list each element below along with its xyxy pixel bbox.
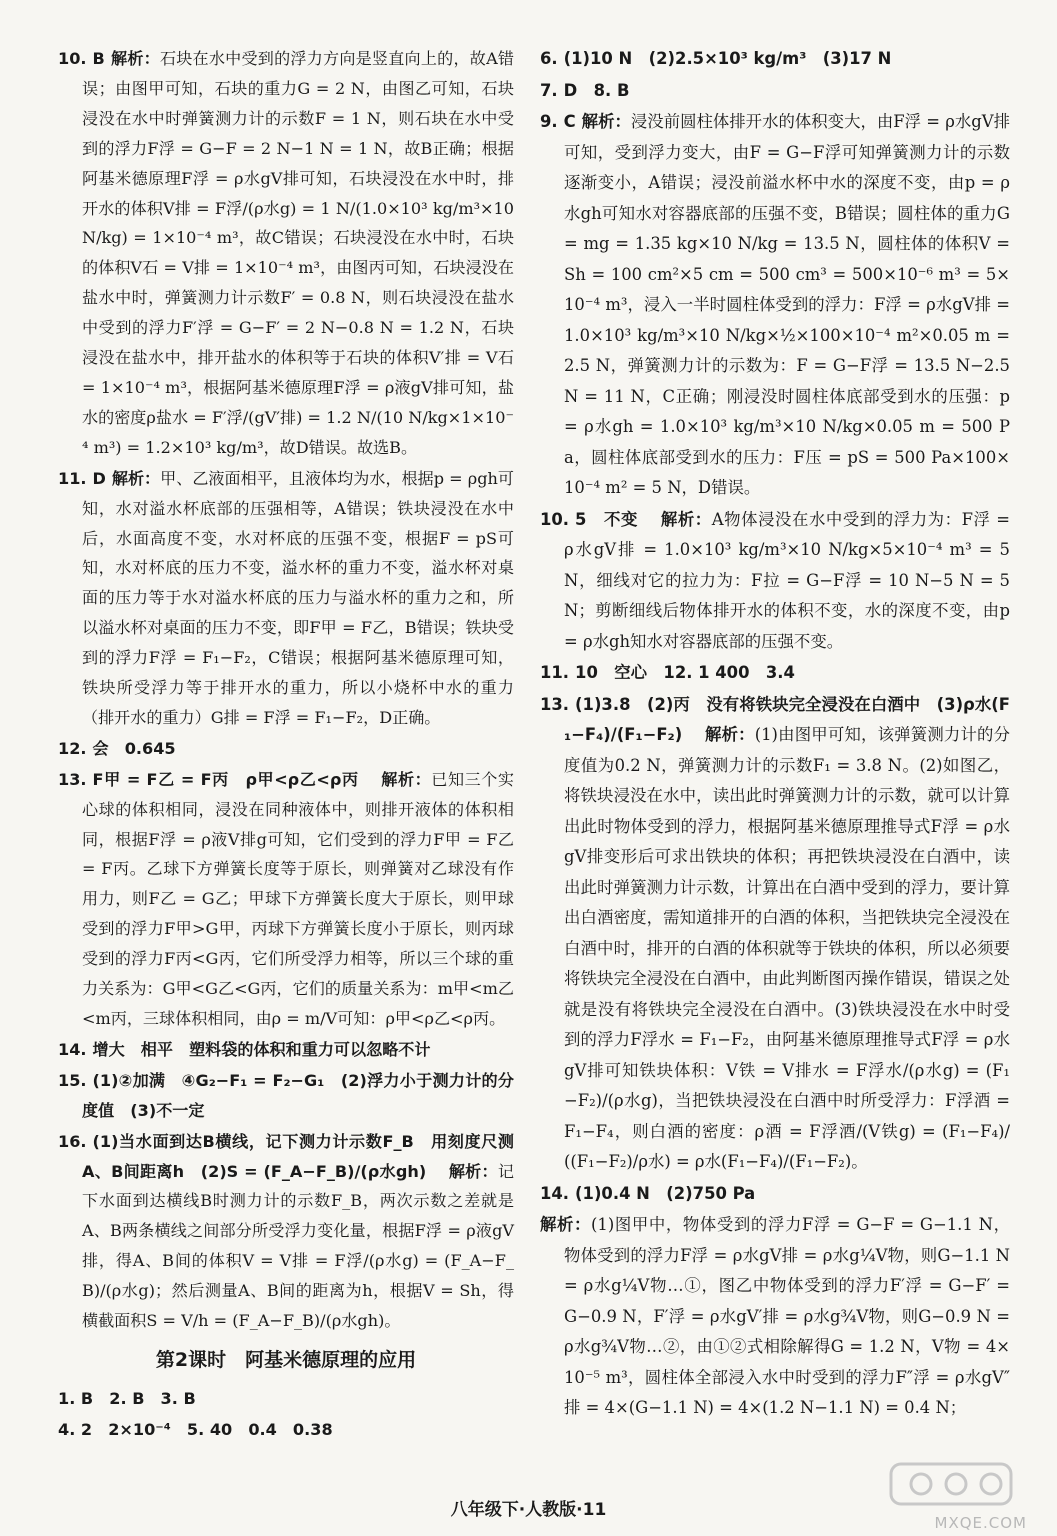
answer-entry [58, 734, 514, 764]
answer-entry [58, 765, 514, 1034]
entry-ans: 5 不变 [575, 509, 638, 529]
answer-entry [540, 76, 1010, 107]
answer-entry [540, 44, 1010, 75]
entry-num: 15. [58, 1070, 87, 1090]
answer-entry [540, 1179, 1010, 1210]
entry-text: 石块在水中受到的浮力方向是竖直向上的，故A错误；由图甲可知，石块的重力G = 2 N，由图乙可知，石块浸没在水中时弹簧测力计的示数F = 1 N，则石块在水中受到的浮力F浮 = G−F = 2 N−1 N = 1 N，故B正确；根据阿基米德原理F浮 = ρ水gV排可知，石块浸没在水中时，排开水的体积V排 = F浮/(ρ水g) = 1 N/(1.0×10³ kg/m³×10 N/kg) = 1×10⁻⁴ m³，故C错误；石块浸没在水中时，石块的体积V石 = V排 = 1×10⁻⁴ m³，由图丙可知，石块浸没在盐水中时，弹簧测力计示数F′ = 0.8 N，则石块浸没在盐水中受到的浮力F′浮 = G−F′ = 2 N−0.8 N = 1.2 N，石块浸没在盐水中，排开盐水的体积等于石块的体积V′排 = V石 = 1×10⁻⁴ m³，根据阿基米德原理F浮 = ρ液gV排可知，盐水的密度ρ盐水 = F′浮/(gV′排) = 1.2 N/(10 N/kg×1×10⁻⁴ m³) = 1.2×10³ kg/m³，故D错误。故选B。 [82, 49, 515, 457]
entry-ans: (1)10 N (2)2.5×10³ kg/m³ (3)17 N [563, 49, 892, 68]
entry-ans: 会 0.645 [92, 738, 176, 758]
entry-num: 10. [540, 509, 570, 529]
entry-kw: 解析： [111, 468, 161, 488]
entry-ans: (1)②加满 ④G₂−F₁ = F₂−G₁ (2)浮力小于测力计的分度值 (3)不一定 [82, 1070, 514, 1120]
entry-kw: 解析： [110, 49, 160, 68]
entry-kw: 解析： [364, 769, 432, 789]
entry-ans: (1)当水面到达B横线，记下测力计示数F_B 用刻度尺测A、B间距离h (2)S = (F_A−F_B)/(ρ水gh) [82, 1131, 514, 1181]
answer-entry [540, 505, 1010, 658]
entry-num: 10. [58, 49, 87, 68]
entry-text: 甲、乙液面相平，且液体均为水，根据p = ρgh可知，水对溢水杯底部的压强相等，A错误；铁块浸没在水中后，水面高度不变，水对杯底的压强不变，根据F = pS可知，水对杯底的压力不变，溢水杯的重力不变，溢水杯对桌面的压力等于水对溢水杯底的压力与溢水杯的重力之和，所以溢水杯对桌面的压力不变，即F甲 = F乙，B错误；铁块受到的浮力F浮 = F₁−F₂，C错误；根据阿基米德原理可知，铁块所受浮力等于排开水的重力，所以小烧杯中水的重力（排开水的重力）G排 = F浮 = F₁−F₂，D正确。 [82, 468, 514, 727]
short-answer-line: 1. B 2. B 3. B [58, 1388, 196, 1408]
answer-entry [540, 658, 1010, 689]
entry-text: 已知三个实心球的体积相同，浸没在同种液体中，则排开液体的体积相同，根据F浮 = ρ液V排g可知，它们受到的浮力F甲 = F乙 = F丙。乙球下方弹簧长度等于原长，则弹簧对乙球没有作用力，则F乙 = G乙；甲球下方弹簧长度大于原长，则甲球受到的浮力F甲>G甲，丙球下方弹簧长度小于原长，则丙球受到的浮力F丙<G丙，它们所受浮力相等，所以三个球的重力关系为：G甲<G乙<G丙，它们的质量关系为：m甲<m乙<m丙，三球体积相同，由ρ = m/V可知：ρ甲<ρ乙<ρ丙。 [82, 769, 515, 1028]
entry-num: 12. [58, 738, 87, 758]
entry-num: 9. [540, 112, 558, 131]
entry-ans: D 8. B [563, 80, 630, 100]
answer-entry [58, 44, 514, 463]
answer-entry [540, 107, 1010, 504]
entry-text: 浸没前圆柱体排开水的体积变大，由F浮 = ρ水gV排可知，受到浮力变大，由F = G−F浮可知弹簧测力计的示数逐渐变小，A错误；浸没前溢水杯中水的深度不变，由p = ρ水gh可知水对容器底部的压强不变，B错误；圆柱体的重力G = mg = 1.35 kg×10 N/kg = 13.5 N，圆柱体的体积V = Sh = 100 cm²×5 cm = 500 cm³ = 500×10⁻⁶ m³ = 5×10⁻⁴ m³，浸入一半时圆柱体受到的浮力：F浮 = ρ水gV排 = 1.0×10³ kg/m³×10 N/kg×½×100×10⁻⁴ m²×0.05 m = 2.5 N，弹簧测力计的示数为：F = G−F浮 = 13.5 N−2.5 N = 11 N，C正确；刚浸没时圆柱体底部受到水的压强：p = ρ水gh = 1.0×10³ kg/m³×10 N/kg×0.05 m = 500 Pa，圆柱体底部受到水的压力：F压 = pS = 500 Pa×100×10⁻⁴ m² = 5 N，D错误。 [564, 112, 1011, 497]
entry-ans: C [563, 112, 576, 131]
entry-text: A物体浸没在水中受到的浮力为：F浮 = ρ水gV排 = 1.0×10³ kg/m³×10 N/kg×5×10⁻⁴ m³ = 5 N，细线对它的拉力为：F拉 = G−F浮 = 10 N−5 N = 5 N；剪断细线后物体排开水的体积不变，水的深度不变，由p = ρ水gh知水对容器底部的压强不变。 [564, 509, 1011, 651]
entry-ans: (1)3.8 (2)丙 没有将铁块完全浸没在白酒中 (3)ρ水(F₁−F₄)/(F₁−F₂) [564, 694, 1010, 744]
entry-ans: 10 空心 12. 1 400 3.4 [575, 663, 795, 682]
right-column [540, 44, 1010, 1425]
entry-num: 13. [58, 769, 87, 789]
left-column [58, 44, 514, 1446]
answer-entry [58, 464, 514, 733]
entry-num: 14. [58, 1039, 87, 1059]
watermark-text: MXQE.COM [934, 1514, 1027, 1532]
entry-num: 6. [540, 49, 558, 68]
section-title: 第2课时 阿基米德原理的应用 [155, 1348, 417, 1371]
entry-kw: 解析： [688, 725, 755, 744]
entry-ans: B [92, 49, 105, 68]
answer-entry [58, 1066, 514, 1126]
short-answer-line: 4. 2 2×10⁻⁴ 5. 40 0.4 0.38 [58, 1419, 333, 1439]
answer-entry [58, 1127, 514, 1336]
entry-kw: 解析： [540, 1215, 592, 1234]
entry-num: 16. [58, 1131, 87, 1151]
entry-num: 11. [58, 468, 87, 488]
entry-ans: (1)0.4 N (2)750 Pa [575, 1183, 756, 1203]
entry-ans: F甲 = F乙 = F丙 ρ甲<ρ乙<ρ丙 [92, 769, 359, 789]
answer-entry [540, 1210, 1010, 1424]
entry-ans: D [92, 468, 106, 488]
entry-text: 记下水面到达横线B时测力计的示数F_B，两次示数之差就是A、B两条横线之间部分所受浮力变化量，根据F浮 = ρ液gV排，得A、B间的体积V = V排 = F浮/(ρ水g) = (F_A−F_B)/(ρ水g)；然后测量A、B间的距离为h，根据V = Sh，得横截面积S = V/h = (F_A−F_B)/(ρ水gh)。 [82, 1161, 514, 1331]
answer-entry [58, 1035, 514, 1065]
entry-num: 14. [540, 1183, 570, 1203]
entry-kw: 解析： [581, 112, 631, 131]
page-footer: 八年级下·人教版·11 [450, 1500, 607, 1520]
entry-num: 7. [540, 80, 558, 100]
entry-text: (1)图甲中，物体受到的浮力F浮 = G−F = G−1.1 N，物体受到的浮力F浮 = ρ水gV排 = ρ水g¼V物，则G−1.1 N = ρ水g¼V物…①，图乙中物体受到的浮力F′浮 = G−F′ = G−0.9 N，F′浮 = ρ水gV′排 = ρ水g¾V物，则G−0.9 N = ρ水g¾V物…②，由①②式相除解得G = 1.2 N，V物 = 4×10⁻⁵ m³，圆柱体全部浸入水中时受到的浮力F″浮 = ρ水gV″排 = 4×(G−1.1 N) = 4×(1.2 N−1.1 N) = 0.4 N； [564, 1215, 1011, 1417]
entry-kw: 解析： [643, 509, 712, 529]
entry-text: (1)由图甲可知，该弹簧测力计的分度值为0.2 N，弹簧测力计的示数F₁ = 3.8 N。(2)如图乙，将铁块浸没在水中，读出此时弹簧测力计的示数，就可以计算出此时物体受到的浮力，根据阿基米德原理推导式F浮 = ρ水gV排变形后可求出铁块的体积；再把铁块浸没在白酒中，读出此时弹簧测力计示数，计算出在白酒中受到的浮力，要计算出白酒密度，需知道排开的白酒的体积，当把铁块完全浸没在白酒中时，排开的白酒的体积就等于铁块的体积，所以必须要将铁块完全浸没在白酒中，由此判断图丙操作错误，错误之处就是没有将铁块完全浸没在白酒中。(3)铁块浸没在水中时受到的浮力F浮水 = F₁−F₂，由阿基米德原理推导式F浮 = ρ水gV排可知铁块体积：V铁 = V排水 = F浮水/(ρ水g) = (F₁−F₂)/(ρ水g)，当把铁块浸没在白酒中时所受浮力：F浮酒 = F₁−F₄，则白酒的密度：ρ酒 = F浮酒/(V铁g) = (F₁−F₄)/((F₁−F₂)/ρ水) = ρ水(F₁−F₄)/(F₁−F₂)。 [564, 725, 1011, 1171]
entry-ans: 增大 相平 塑料袋的体积和重力可以忽略不计 [92, 1039, 431, 1059]
answer-entry [540, 690, 1010, 1178]
entry-num: 11. [540, 663, 570, 682]
entry-num: 13. [540, 694, 570, 714]
entry-kw: 解析： [432, 1161, 498, 1181]
